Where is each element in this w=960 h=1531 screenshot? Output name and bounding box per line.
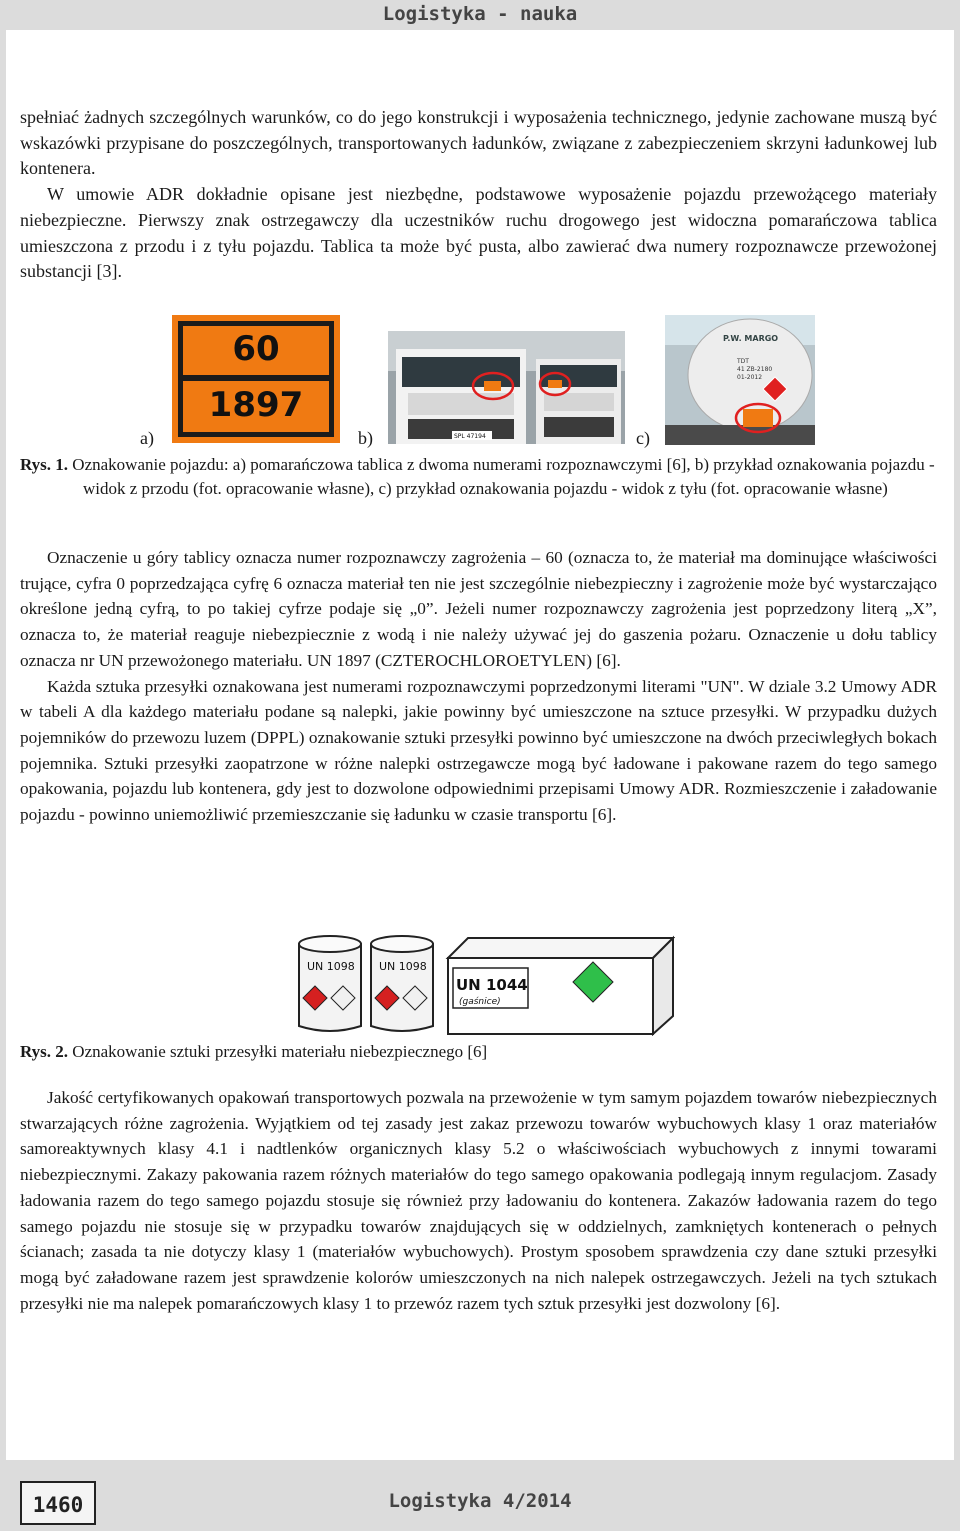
barrel-1-un-label: UN 1098: [307, 960, 355, 973]
tank-label-line2: 41 ZB-2180: [737, 366, 773, 373]
barrel-2-un-label: UN 1098: [379, 960, 427, 973]
figure-2-caption-text: Oznakowanie sztuki przesyłki materiału niebezpiecznego [6]: [72, 1042, 488, 1061]
tank-company-name: P.W. MARGO: [723, 334, 779, 343]
paragraph-continuation: [20, 105, 937, 285]
figure-1-caption-label: Rys. 1.: [20, 455, 69, 474]
paragraph-1: spełniać żadnych szczególnych warunków, co do jego konstrukcji i wyposażenia technicznego, jedynie zachowane muszą być wskazówki przypisane do poszczególnych, transportowanych ładunków, związane z zabezpieczeniem skrzyni ładunkowej lub kontenera.: [20, 107, 937, 179]
paragraph-block-3: [20, 1085, 937, 1316]
paragraph-5: Jakość certyfikowanych opakowań transportowych pozwala na przewożenie w tym samym pojazdem towarów niebezpiecznych stwarzających różne zagrożenia. Wyjątkiem od tej zasady jest zakaz przewozu towarów wybuchowych klasy 1 oraz materiałów samoreaktywnych klasy 4.1 i nadtlenków organicznych klasy 5.2 o właściwościach wybuchowych z innymi towarami niebezpiecznymi. Zakazy pakowania razem różnych materiałów do tego samego opakowania podlegają innym regulacjom. Zasady ładowania razem do tego samego pojazdu stosuje się również przy ładowaniu do kontenera. Zakazów ładowania razem do tego samego pojazdu nie stosuje się w przypadku towarów znajdujących się w oddzielnych, zamkniętych kontenerach o pełnych ścianach; zasada ta nie dotyczy klasy 1 (materiałów wybuchowych). Prostym sposobem sprawdzenia czy dane sztuki przesyłki mogą być załadowane razem jest sprawdzenie kolorów umieszczonych na nich nalepek ostrzegawczych. Jeżeli na tych sztukach przesyłki nie ma nalepek pomarańczowych klasy 1 to przewóz razem tych sztuk przesyłki jest dozwolony [6].: [20, 1088, 937, 1313]
top-banner: [0, 0, 960, 30]
tank-label-line1: TDT: [737, 358, 749, 365]
right-frame: [954, 30, 960, 1460]
box-sublabel: (gaśnice): [459, 997, 501, 1007]
figure-2-caption-label: Rys. 2.: [20, 1042, 69, 1061]
paragraph-2: W umowie ADR dokładnie opisane jest niezbędne, podstawowe wyposażenie pojazdu przewożącego materiały niebezpieczne. Pierwszy znak ostrzegawczy dla uczestników ruchu drogowego jest widoczna pomarańczowa tablica umieszczona z przodu i z tyłu pojazdu. Tablica ta może być pusta, albo zawierać dwa numery rozpoznawcze przewożonej substancji [3].: [20, 184, 937, 282]
box-un-label: UN 1044: [456, 976, 528, 994]
paragraph-3: Oznaczenie u góry tablicy oznacza numer rozpoznawczy zagrożenia – 60 (oznacza to, że materiał ma dominujące właściwości trujące, cyfra 0 poprzedzająca cyfrę 6 oznacza materiał ten nie jest szczególnie niebezpieczny i zagrożenie może być wystarczająco określone jedną cyfrą, to po takiej cyfrze podaje się „0”. Jeżeli numer rozpoznawczy zagrożenia jest poprzedzony literą „X”, oznacza to, że materiał reaguje niebezpiecznie z wodą i nie należy używać jej do gaszenia pożaru. Oznaczenie u dołu tablicy oznacza nr UN przewożonego materiału. UN 1897 (CZTEROCHLOROETYLEN) [6].: [20, 548, 937, 670]
figure-label-b: b): [358, 428, 373, 448]
running-header: Logistyka - nauka: [382, 3, 578, 25]
un-number: 1897: [208, 385, 304, 425]
figure-1-caption: [20, 453, 937, 501]
figure-1-caption-text: Oznakowanie pojazdu: a) pomarańczowa tablica z dwoma numerami rozpoznawczymi [6], b) przykład oznakowania pojazdu - widok z przodu (fot. opracowanie własne), c) przykład oznakowania pojazdu - widok z tyłu (fot. opracowanie własne): [72, 455, 935, 498]
figure-label-c: c): [636, 428, 650, 448]
figure-2-caption: [20, 1040, 937, 1064]
figure-label-a: a): [140, 428, 154, 448]
truck-front-photo: [388, 331, 625, 444]
tank-label-line3: 01-2012: [737, 374, 763, 381]
paragraph-block-2: [20, 545, 937, 828]
adr-orange-plate: [172, 315, 340, 443]
package-marking-figure: [293, 928, 675, 1036]
hazard-number: 60: [232, 329, 280, 369]
journal-issue: Logistyka 4/2014: [388, 1490, 572, 1512]
paragraph-4: Każda sztuka przesyłki oznakowana jest numerami rozpoznawczymi poprzedzonymi literami "UN". W dziale 3.2 Umowy ADR w tabeli A dla każdego materiału podane są nalepki, jakie powinny być umieszczone na sztuce przesyłki. W przypadku dużych pojemników do przewozu luzem (DPPL) oznakowanie sztuki przesyłki powinno być umieszczone na dwóch przeciwległych bokach pojemnika. Sztuki przesyłki zaopatrzone w różne nalepki ostrzegawcze mogą być ładowane i pakowane razem do tego samego opakowania, pojazdu lub kontenera, gdy jest to dozwolone odpowiednimi przepisami Umowy ADR. Rozmieszczenie i załadowanie pojazdu - powinno uniemożliwić przemieszczanie się ładunku w czasie transportu [6].: [20, 676, 937, 825]
plate-divider: [178, 375, 334, 381]
left-frame: [0, 30, 6, 1460]
truck-licence-plate: SPL 47194: [454, 433, 486, 440]
page-number: 1460: [20, 1481, 96, 1525]
tank-rear-photo: [665, 315, 815, 445]
